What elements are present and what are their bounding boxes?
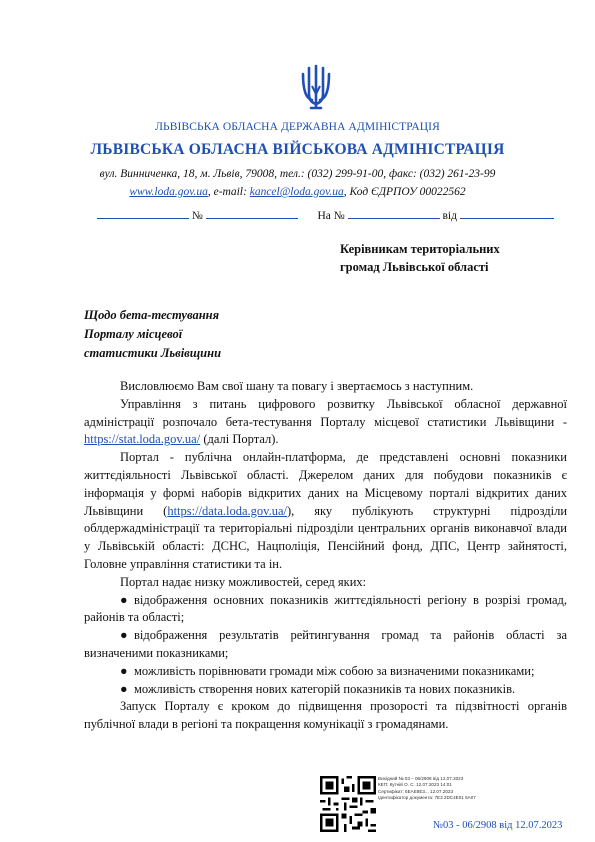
website-link[interactable]: www.loda.gov.ua xyxy=(129,186,208,198)
edrpou-code: , Код ЄДРПОУ 00022562 xyxy=(343,186,466,198)
outgoing-date-blank xyxy=(97,208,189,219)
email-link[interactable]: kancel@loda.gov.ua xyxy=(249,186,344,198)
subject-block xyxy=(84,306,221,363)
list-item xyxy=(84,681,567,699)
incoming-date-blank xyxy=(460,208,554,219)
subject-line: Щодо бета-тестування xyxy=(84,308,220,322)
intro-text-end: (далі Портал). xyxy=(200,432,279,447)
bullet-icon: ● xyxy=(120,592,128,607)
reg-from-label: від xyxy=(442,210,457,222)
intro-text: Управління з питань цифрового розвитку Львівської обласної державної адміністрації розпочало бета-тестування Порталу місцевої статистики Львівщини - xyxy=(84,396,567,429)
qr-code xyxy=(320,776,376,832)
list-item-text: можливість порівнювати громади між собою за визначеними показниками; xyxy=(134,663,535,678)
reg-on-label: На № xyxy=(317,210,345,222)
portal-description-paragraph xyxy=(84,449,567,574)
signature-stamp xyxy=(378,776,548,802)
incoming-number-blank xyxy=(348,208,440,219)
description-text-end: ), яку публікують структурні підрозділи облдержадміністрації та територіальні підрозділи центральних органів виконавчої влади у Львівській області: ДСНС, Нацполіція, Пенсійний фонд, ДПС, Центр зайнятості, Головне управління статистики та ін. xyxy=(84,503,568,571)
subject-line: статистики Львівщини xyxy=(84,346,222,360)
recipient-line: Керівникам територіальних xyxy=(340,242,500,256)
list-item-text: можливість створення нових категорій показників та нових показників. xyxy=(134,681,516,696)
stamp-line: Ідентифікатор документа: 7Е3 2DC4Е01 5А07 xyxy=(378,795,476,801)
recipient-line: громад Львівської області xyxy=(340,260,489,274)
description-text: Портал - публічна онлайн-платформа, де представлені основні показники життєдіяльності Львівської області. Джерелом даних для побудови показників є інформація у формі наборів відкритих даних на Місцевому порталі відкритих даних Львівщини ( xyxy=(84,450,567,518)
list-item xyxy=(84,592,567,628)
registration-line xyxy=(97,208,554,222)
list-item xyxy=(84,627,567,663)
features-intro-paragraph: Портал надає низку можливостей, серед яких: xyxy=(120,574,367,589)
list-item-text: відображення результатів рейтингування громад та районів області за визначеними показниками; xyxy=(84,628,567,660)
intro-paragraph xyxy=(84,396,567,449)
registration-number: №03 - 06/2908 від 12.07.2023 xyxy=(433,820,563,831)
subject-line: Порталу місцевої xyxy=(84,327,183,341)
list-item-text: відображення основних показників життєдіяльності регіону в розрізі громад, районів та області; xyxy=(84,592,567,625)
org-name-state-administration: ЛЬВІВСЬКА ОБЛАСНА ДЕРЖАВНА АДМІНІСТРАЦІЯ xyxy=(155,121,440,133)
stamp-line: Сертифікат: 5ЕАЕ8Е3... 12.07.2023 xyxy=(378,788,454,794)
bullet-icon: ● xyxy=(120,628,128,643)
letter-body xyxy=(84,378,567,734)
closing-paragraph: Запуск Порталу є кроком до підвищення прозорості та підзвітності органів публічної влади в регіоні та покращення комунікації з громадянами. xyxy=(84,699,567,732)
open-data-link[interactable]: https://data.loda.gov.ua/ xyxy=(167,503,287,518)
reg-no-label: № xyxy=(191,210,203,222)
org-address: вул. Винниченка, 18, м. Львів, 79008, тел.: (032) 299-91-00, факс: (032) 261-23-99 xyxy=(99,168,496,180)
bullet-icon: ● xyxy=(120,663,128,678)
greeting-paragraph: Висловлюємо Вам свої шану та повагу і звертаємось з наступним. xyxy=(120,379,474,393)
stamp-line: Вихідний № 03 – 06/2908 від 12.07.2023 xyxy=(378,776,464,781)
bullet-icon: ● xyxy=(120,681,128,696)
org-contacts xyxy=(0,186,595,198)
portal-link[interactable]: https://stat.loda.gov.ua/ xyxy=(84,432,201,447)
recipient-block xyxy=(340,240,500,276)
outgoing-number-blank xyxy=(206,208,298,219)
ukraine-trident-icon xyxy=(300,64,332,110)
org-name-military-administration: ЛЬВІВСЬКА ОБЛАСНА ВІЙСЬКОВА АДМІНІСТРАЦІЯ xyxy=(90,141,505,158)
stamp-line: КЕП: Кутній О. С. 12.07.2023 14:01 xyxy=(378,782,452,788)
list-item xyxy=(84,663,567,681)
email-label: , e-mail: xyxy=(207,186,250,198)
